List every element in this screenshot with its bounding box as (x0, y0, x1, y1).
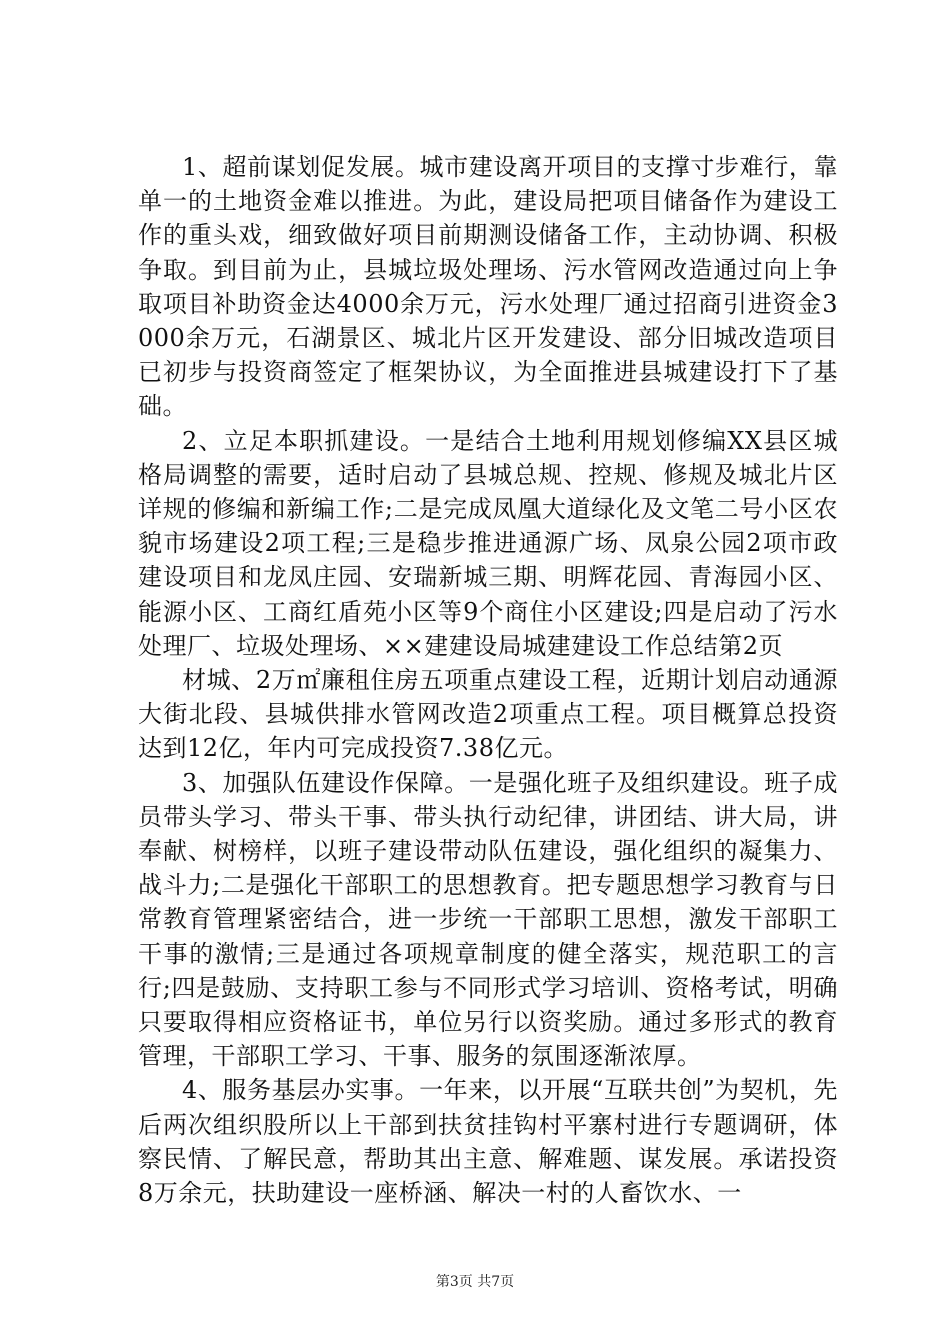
paragraph-5: 4、服务基层办实事。一年来，以开展“互联共创”为契机，先后两次组织股所以上干部到扶贫挂钩村平寨村进行专题调研，体察民情、了解民意，帮助其出主意、解难题、谋发展。承诺投资8万余元，扶助建设一座桥涵、解决一村的人畜饮水、一 (138, 1076, 838, 1208)
page-footer: 第3页 共7页 (435, 1274, 515, 1290)
paragraph-1: 1、超前谋划促发展。城市建设离开项目的支撑寸步难行，靠单一的土地资金难以推进。为此，建设局把项目储备作为建设工作的重头戏，细致做好项目前期测设储备工作，主动协调、积极争取。到目前为止，县城垃圾处理场、污水管网改造通过向上争取项目补助资金达4000余万元，污水处理厂通过招商引进资金3000余万元，石湖景区、城北片区开发建设、部分旧城改造项目已初步与投资商签定了框架协议，为全面推进县城建设打下了基础。 (138, 153, 838, 421)
document-body (138, 150, 838, 1210)
paragraph-3: 材城、2万㎡廉租住房五项重点建设工程，近期计划启动通源大街北段、县城供排水管网改造2项重点工程。项目概算总投资达到12亿，年内可完成投资7.38亿元。 (138, 666, 838, 763)
paragraph-4: 3、加强队伍建设作保障。一是强化班子及组织建设。班子成员带头学习、带头干事、带头执行动纪律，讲团结、讲大局，讲奉献、树榜样，以班子建设带动队伍建设，强化组织的凝集力、战斗力;二是强化干部职工的思想教育。把专题思想学习教育与日常教育管理紧密结合，进一步统一干部职工思想，激发干部职工干事的激情;三是通过各项规章制度的健全落实，规范职工的言行;四是鼓励、支持职工参与不同形式学习培训、资格考试，明确只要取得相应资格证书，单位另行以资奖励。通过多形式的教育管理，干部职工学习、干事、服务的氛围逐渐浓厚。 (138, 768, 838, 1071)
paragraph-2: 2、立足本职抓建设。一是结合土地利用规划修编XX县区城格局调整的需要，适时启动了县城总规、控规、修规及城北片区详规的修编和新编工作;二是完成凤凰大道绿化及文笔二号小区农貌市场建设2项工程;三是稳步推进通源广场、凤泉公园2项市政建设项目和龙凤庄园、安瑞新城三期、明辉花园、青海园小区、能源小区、工商红盾苑小区等9个商住小区建设;四是启动了污水处理厂、垃圾处理场、××建建设局城建建设工作总结第2页 (138, 426, 838, 660)
